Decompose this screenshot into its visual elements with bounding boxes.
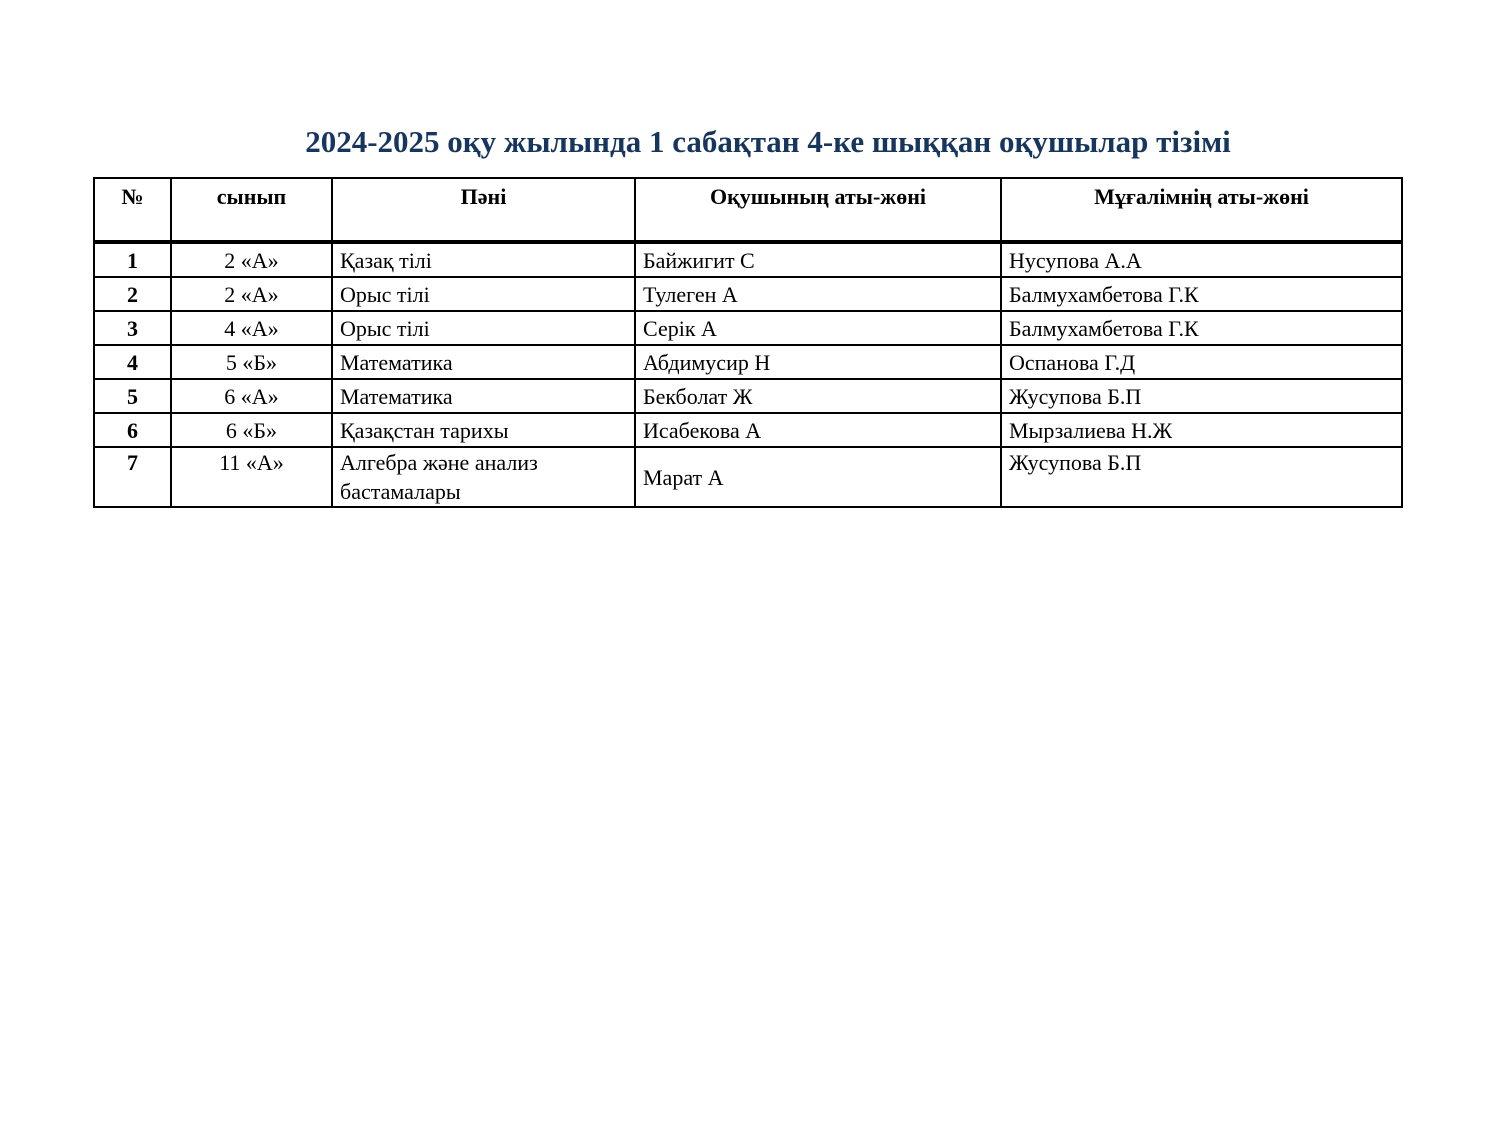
- row-student: Исабекова А: [635, 413, 1001, 447]
- table-row: [94, 379, 1402, 413]
- row-number: 3: [94, 311, 171, 345]
- row-teacher: Жусупова Б.П: [1001, 447, 1402, 507]
- row-number: 1: [94, 242, 171, 277]
- row-number: 2: [94, 277, 171, 311]
- header-class: сынып: [171, 178, 332, 242]
- row-teacher: Жусупова Б.П: [1001, 379, 1402, 413]
- row-class: 2 «А»: [171, 242, 332, 277]
- row-number: 5: [94, 379, 171, 413]
- row-student: Бекболат Ж: [635, 379, 1001, 413]
- row-subject: Математика: [332, 345, 635, 379]
- row-number: 6: [94, 413, 171, 447]
- page-title: 2024-2025 оқу жылында 1 сабақтан 4-ке шыққан оқушылар тізімі: [305, 124, 1231, 159]
- table-row: [94, 345, 1402, 379]
- table-header-row: [94, 178, 1402, 242]
- row-number: 7: [94, 447, 171, 507]
- table-row: [94, 311, 1402, 345]
- row-subject: Орыс тілі: [332, 277, 635, 311]
- row-class: 4 «А»: [171, 311, 332, 345]
- row-student: Байжигит С: [635, 242, 1001, 277]
- row-subject: Қазақстан тарихы: [332, 413, 635, 447]
- row-class: 6 «А»: [171, 379, 332, 413]
- row-student: Абдимусир Н: [635, 345, 1001, 379]
- students-table: [93, 177, 1403, 508]
- row-subject: Математика: [332, 379, 635, 413]
- row-subject: Орыс тілі: [332, 311, 635, 345]
- header-student: Оқушының аты-жөні: [635, 178, 1001, 242]
- row-class: 5 «Б»: [171, 345, 332, 379]
- row-teacher: Балмухамбетова Г.К: [1001, 277, 1402, 311]
- table-row: [94, 242, 1402, 277]
- row-number: 4: [94, 345, 171, 379]
- row-subject: Алгебра және анализ бастамалары: [332, 447, 635, 507]
- row-student: Серік А: [635, 311, 1001, 345]
- row-class: 2 «А»: [171, 277, 332, 311]
- table-row: [94, 447, 1402, 507]
- header-teacher: Мұғалімнің аты-жөні: [1001, 178, 1402, 242]
- row-class: 11 «А»: [171, 447, 332, 507]
- header-number: №: [94, 178, 171, 242]
- row-teacher: Мырзалиева Н.Ж: [1001, 413, 1402, 447]
- row-teacher: Нусупова А.А: [1001, 242, 1402, 277]
- row-teacher: Балмухамбетова Г.К: [1001, 311, 1402, 345]
- table-row: [94, 413, 1402, 447]
- row-subject: Қазақ тілі: [332, 242, 635, 277]
- row-student: Марат А: [635, 447, 1001, 507]
- row-teacher: Оспанова Г.Д: [1001, 345, 1402, 379]
- table-row: [94, 277, 1402, 311]
- header-subject: Пәні: [332, 178, 635, 242]
- row-class: 6 «Б»: [171, 413, 332, 447]
- row-student: Тулеген А: [635, 277, 1001, 311]
